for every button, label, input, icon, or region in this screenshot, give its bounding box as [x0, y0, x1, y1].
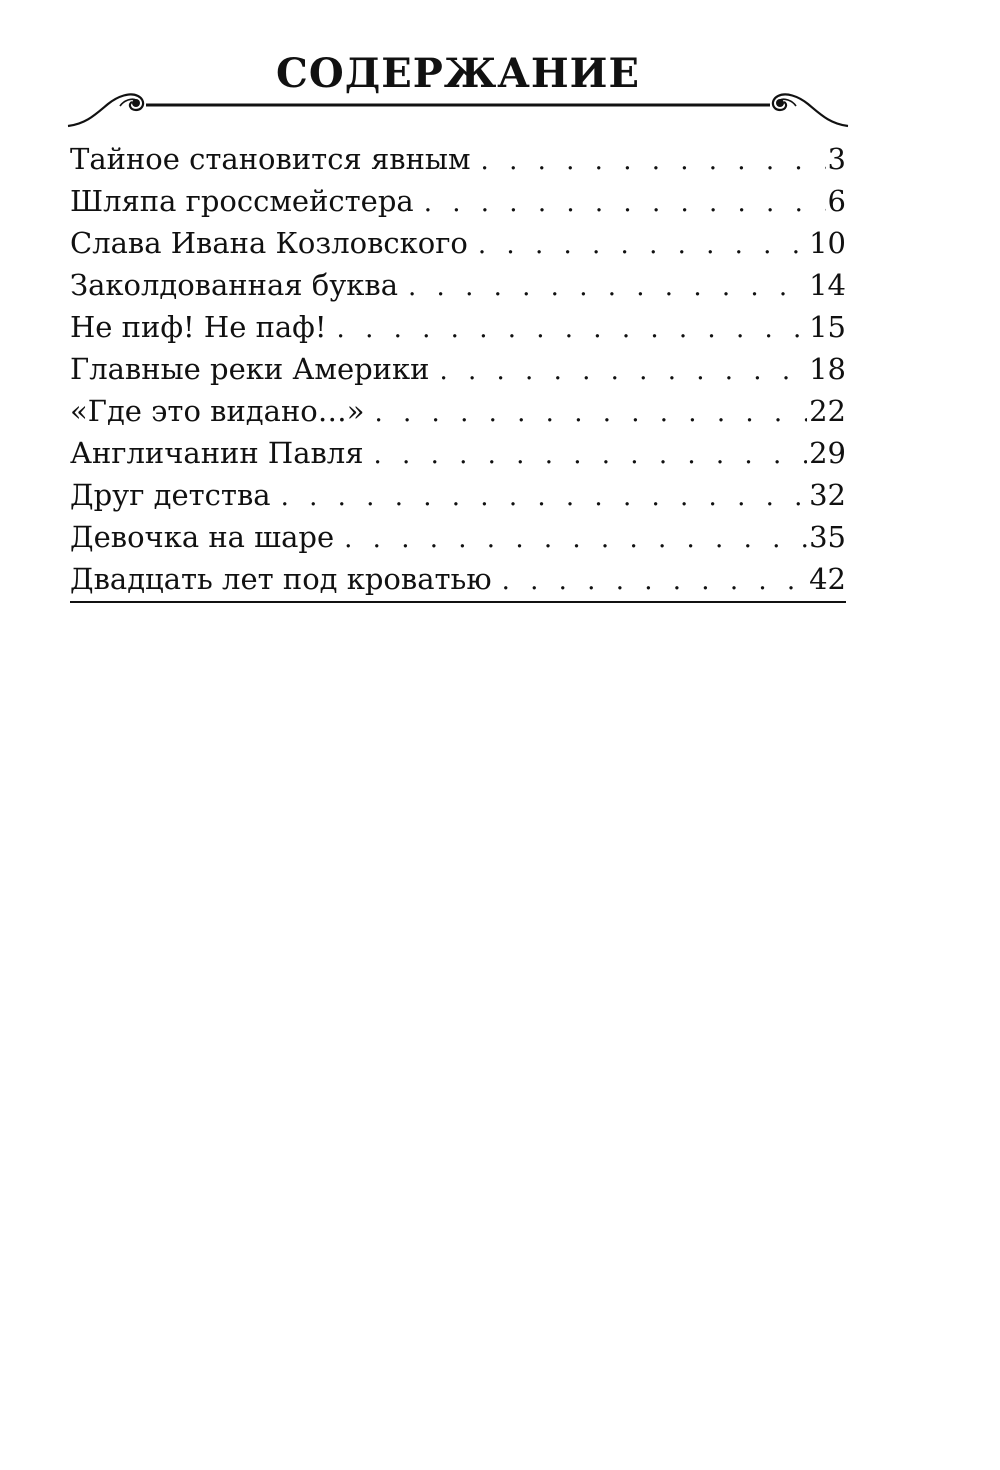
toc-entry[interactable]	[70, 222, 846, 264]
toc-entry-title: Главные реки Америки	[70, 348, 439, 390]
toc-entry-title: Не пиф! Не паф!	[70, 306, 337, 348]
toc-leader-dots	[374, 392, 807, 434]
toc-leader-dots	[502, 560, 808, 602]
toc-leader-dots	[439, 350, 807, 392]
toc-entry-page: 35	[807, 516, 846, 558]
toc-entry[interactable]	[70, 390, 846, 432]
toc-entry[interactable]	[70, 138, 846, 180]
toc-entry-title: Шляпа гроссмейстера	[70, 180, 424, 222]
toc-entry-page: 3	[826, 138, 846, 180]
toc-entry-page: 42	[807, 558, 846, 600]
toc-leader-dots	[374, 434, 808, 476]
toc-entry[interactable]	[70, 558, 846, 600]
toc-entry-title: «Где это видано…»	[70, 390, 374, 432]
toc-entry-page: 6	[826, 180, 846, 222]
toc-entry[interactable]	[70, 474, 846, 516]
page-title: СОДЕРЖАНИЕ	[276, 50, 640, 97]
toc-leader-dots	[337, 308, 808, 350]
toc-entry-title: Девочка на шаре	[70, 516, 344, 558]
toc-entry-page: 29	[807, 432, 846, 474]
toc-entry-title: Друг детства	[70, 474, 281, 516]
toc-entry[interactable]	[70, 264, 846, 306]
toc-entry-title: Англичанин Павля	[70, 432, 374, 474]
toc-entry-page: 22	[807, 390, 846, 432]
toc-entry-title: Тайное становится явным	[70, 138, 481, 180]
toc-entry-page: 10	[807, 222, 846, 264]
toc-leader-dots	[424, 182, 826, 224]
toc-leader-dots	[478, 224, 807, 266]
toc-entry[interactable]	[70, 306, 846, 348]
toc-entry[interactable]	[70, 180, 846, 222]
toc-entry-title: Слава Ивана Козловского	[70, 222, 478, 264]
toc-entry[interactable]	[70, 516, 846, 558]
toc-entry-page: 18	[807, 348, 846, 390]
toc-entry-page: 14	[807, 264, 846, 306]
toc-entry-title: Двадцать лет под кроватью	[70, 558, 502, 600]
toc-entry[interactable]	[70, 432, 846, 474]
toc-entry-page: 15	[807, 306, 846, 348]
toc-leader-dots	[281, 476, 808, 518]
flourish-rule-icon	[66, 88, 850, 132]
toc-leader-dots	[481, 140, 826, 182]
toc-entry-page: 32	[807, 474, 846, 516]
table-of-contents	[70, 138, 846, 600]
toc-entry[interactable]	[70, 348, 846, 390]
toc-leader-dots	[408, 266, 807, 308]
toc-entry-title: Заколдованная буква	[70, 264, 408, 306]
bottom-divider	[70, 601, 846, 603]
toc-leader-dots	[344, 518, 807, 560]
